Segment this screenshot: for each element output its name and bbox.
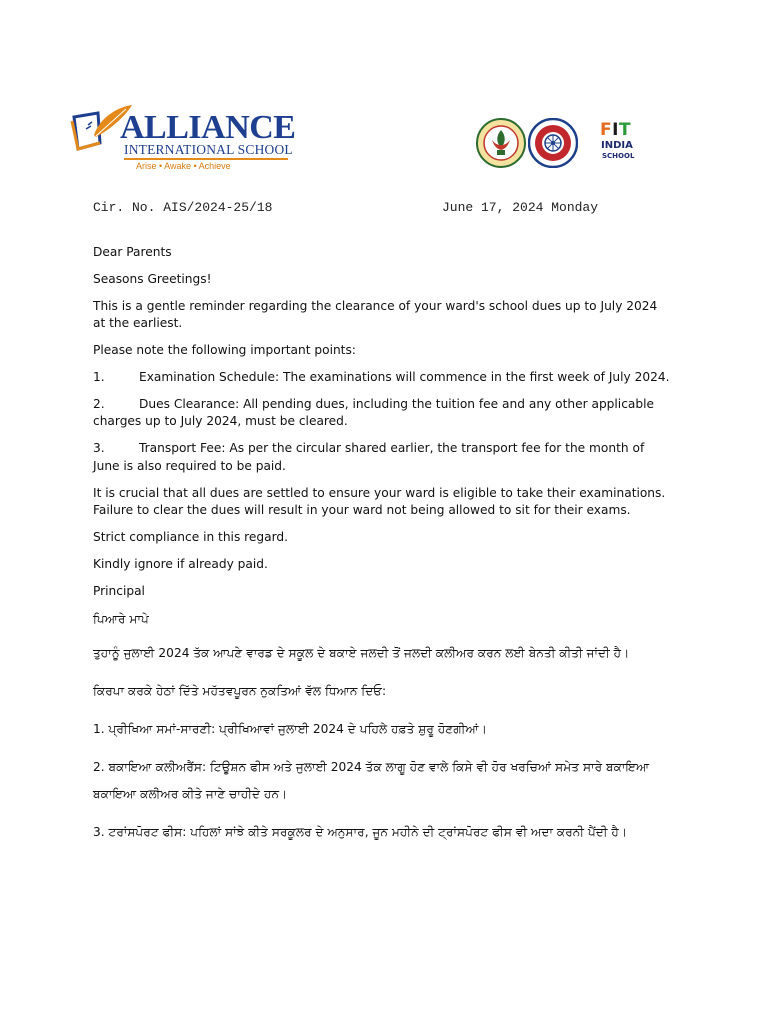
punjabi-point-2: 2. ਬਕਾਇਆ ਕਲੀਅਰੈਂਸ: ਟਿਊਸ਼ਨ ਫੀਸ ਅਤੇ ਜੁਲਾਈ 2024 ਤੱਕ ਲਾਗੂ ਹੋਣ ਵਾਲੇ ਕਿਸੇ ਵੀ ਹੋਰ ਖਰਚਿਆਂ ਸਮੇਤ ਸਾਰੇ ਬਕਾਇਆ ਬਕਾਇਆ ਕਲੀਅਰ ਕੀਤੇ ਜਾਣੇ ਚਾਹੀਦੇ ਹਨ।	[93, 759, 650, 801]
list-number: 1.	[93, 370, 105, 385]
list-item-dues	[93, 396, 673, 431]
fit-school-text: SCHOOL	[602, 152, 635, 160]
punjabi-intro: ਤੁਹਾਨੂੰ ਜੁਲਾਈ 2024 ਤੱਕ ਆਪਣੇ ਵਾਰਡ ਦੇ ਸਕੂਲ ਦੇ ਬਕਾਏ ਜਲਦੀ ਤੋਂ ਜਲਦੀ ਕਲੀਅਰ ਕਰਨ ਲਈ ਬੇਨਤੀ ਕੀਤੀ ਜਾਂਦੀ ਹੈ।	[93, 645, 630, 660]
punjabi-point-1: 1. ਪ੍ਰੀਖਿਆ ਸਮਾਂ-ਸਾਰਣੀ: ਪ੍ਰੀਖਿਆਵਾਂ ਜੁਲਾਈ 2024 ਦੇ ਪਹਿਲੇ ਹਫ਼ਤੇ ਸ਼ੁਰੂ ਹੋਣਗੀਆਂ।	[93, 721, 487, 736]
list-number: 2.	[93, 396, 105, 411]
punjabi-point-3: 3. ਟਰਾਂਸਪੋਰਟ ਫੀਸ: ਪਹਿਲਾਂ ਸਾਂਝੇ ਕੀਤੇ ਸਰਕੂਲਰ ਦੇ ਅਨੁਸਾਰ, ਜੂਨ ਮਹੀਨੇ ਦੀ ਟ੍ਰਾਂਸਪੋਰਟ ਫੀਸ ਵੀ ਅਦਾ ਕਰਨੀ ਪੈਂਦੀ ਹੈ।	[93, 824, 628, 839]
list-item-examination	[93, 369, 673, 386]
signature: Principal	[93, 583, 145, 598]
seva-dal-badge-icon	[528, 118, 578, 168]
scouts-guides-badge-icon	[476, 118, 526, 168]
salutation: Dear Parents	[93, 245, 172, 259]
brand-subtitle: INTERNATIONAL SCHOOL	[124, 142, 293, 157]
list-text: Examination Schedule: The examinations will commence in the first week of July 2024.	[139, 370, 670, 385]
compliance-note: Strict compliance in this regard.	[93, 529, 289, 544]
brand-divider	[124, 158, 288, 160]
punjabi-section	[93, 610, 673, 846]
greeting: Seasons Greetings!	[93, 271, 212, 286]
affiliation-badges	[476, 118, 646, 168]
circular-number: Cir. No. AIS/2024-25/18	[93, 200, 273, 215]
brand-tagline: Arise • Awake • Achieve	[136, 161, 231, 171]
list-item-transport	[93, 440, 673, 475]
list-text: Dues Clearance: All pending dues, including the tuition fee and any other applicable charges up to July 2024, must be cleared.	[93, 396, 654, 429]
punjabi-points-intro: ਕਿਰਪਾ ਕਰਕੇ ਹੇਠਾਂ ਦਿੱਤੇ ਮਹੱਤਵਪੂਰਨ ਨੁਕਤਿਆਂ ਵੱਲ ਧਿਆਨ ਦਿਓ:	[93, 683, 387, 698]
fit-india-text: INDIA	[601, 140, 633, 151]
list-number: 3.	[93, 441, 105, 456]
school-logo	[70, 103, 300, 175]
points-intro: Please note the following important points:	[93, 343, 356, 358]
list-text: Transport Fee: As per the circular shared earlier, the transport fee for the month of June is also required to be paid.	[93, 441, 645, 473]
fit-india-logo	[600, 121, 646, 165]
intro-paragraph: This is a gentle reminder regarding the clearance of your ward's school dues up to July 2024 at the earliest.	[93, 298, 658, 331]
ignore-note: Kindly ignore if already paid.	[93, 556, 268, 571]
fit-wordmark: FIT	[600, 120, 632, 140]
crucial-paragraph: It is crucial that all dues are settled to ensure your ward is eligible to take their examinations. Failure to clear the dues will result in your ward not being allowed to sit for their exams.	[93, 485, 666, 517]
punjabi-salutation: ਪਿਆਰੇ ਮਾਪੇ	[93, 611, 149, 626]
circular-date: June 17, 2024 Monday	[442, 200, 599, 215]
letter-body	[93, 244, 673, 857]
brand-name: ALLIANCE	[120, 109, 296, 146]
